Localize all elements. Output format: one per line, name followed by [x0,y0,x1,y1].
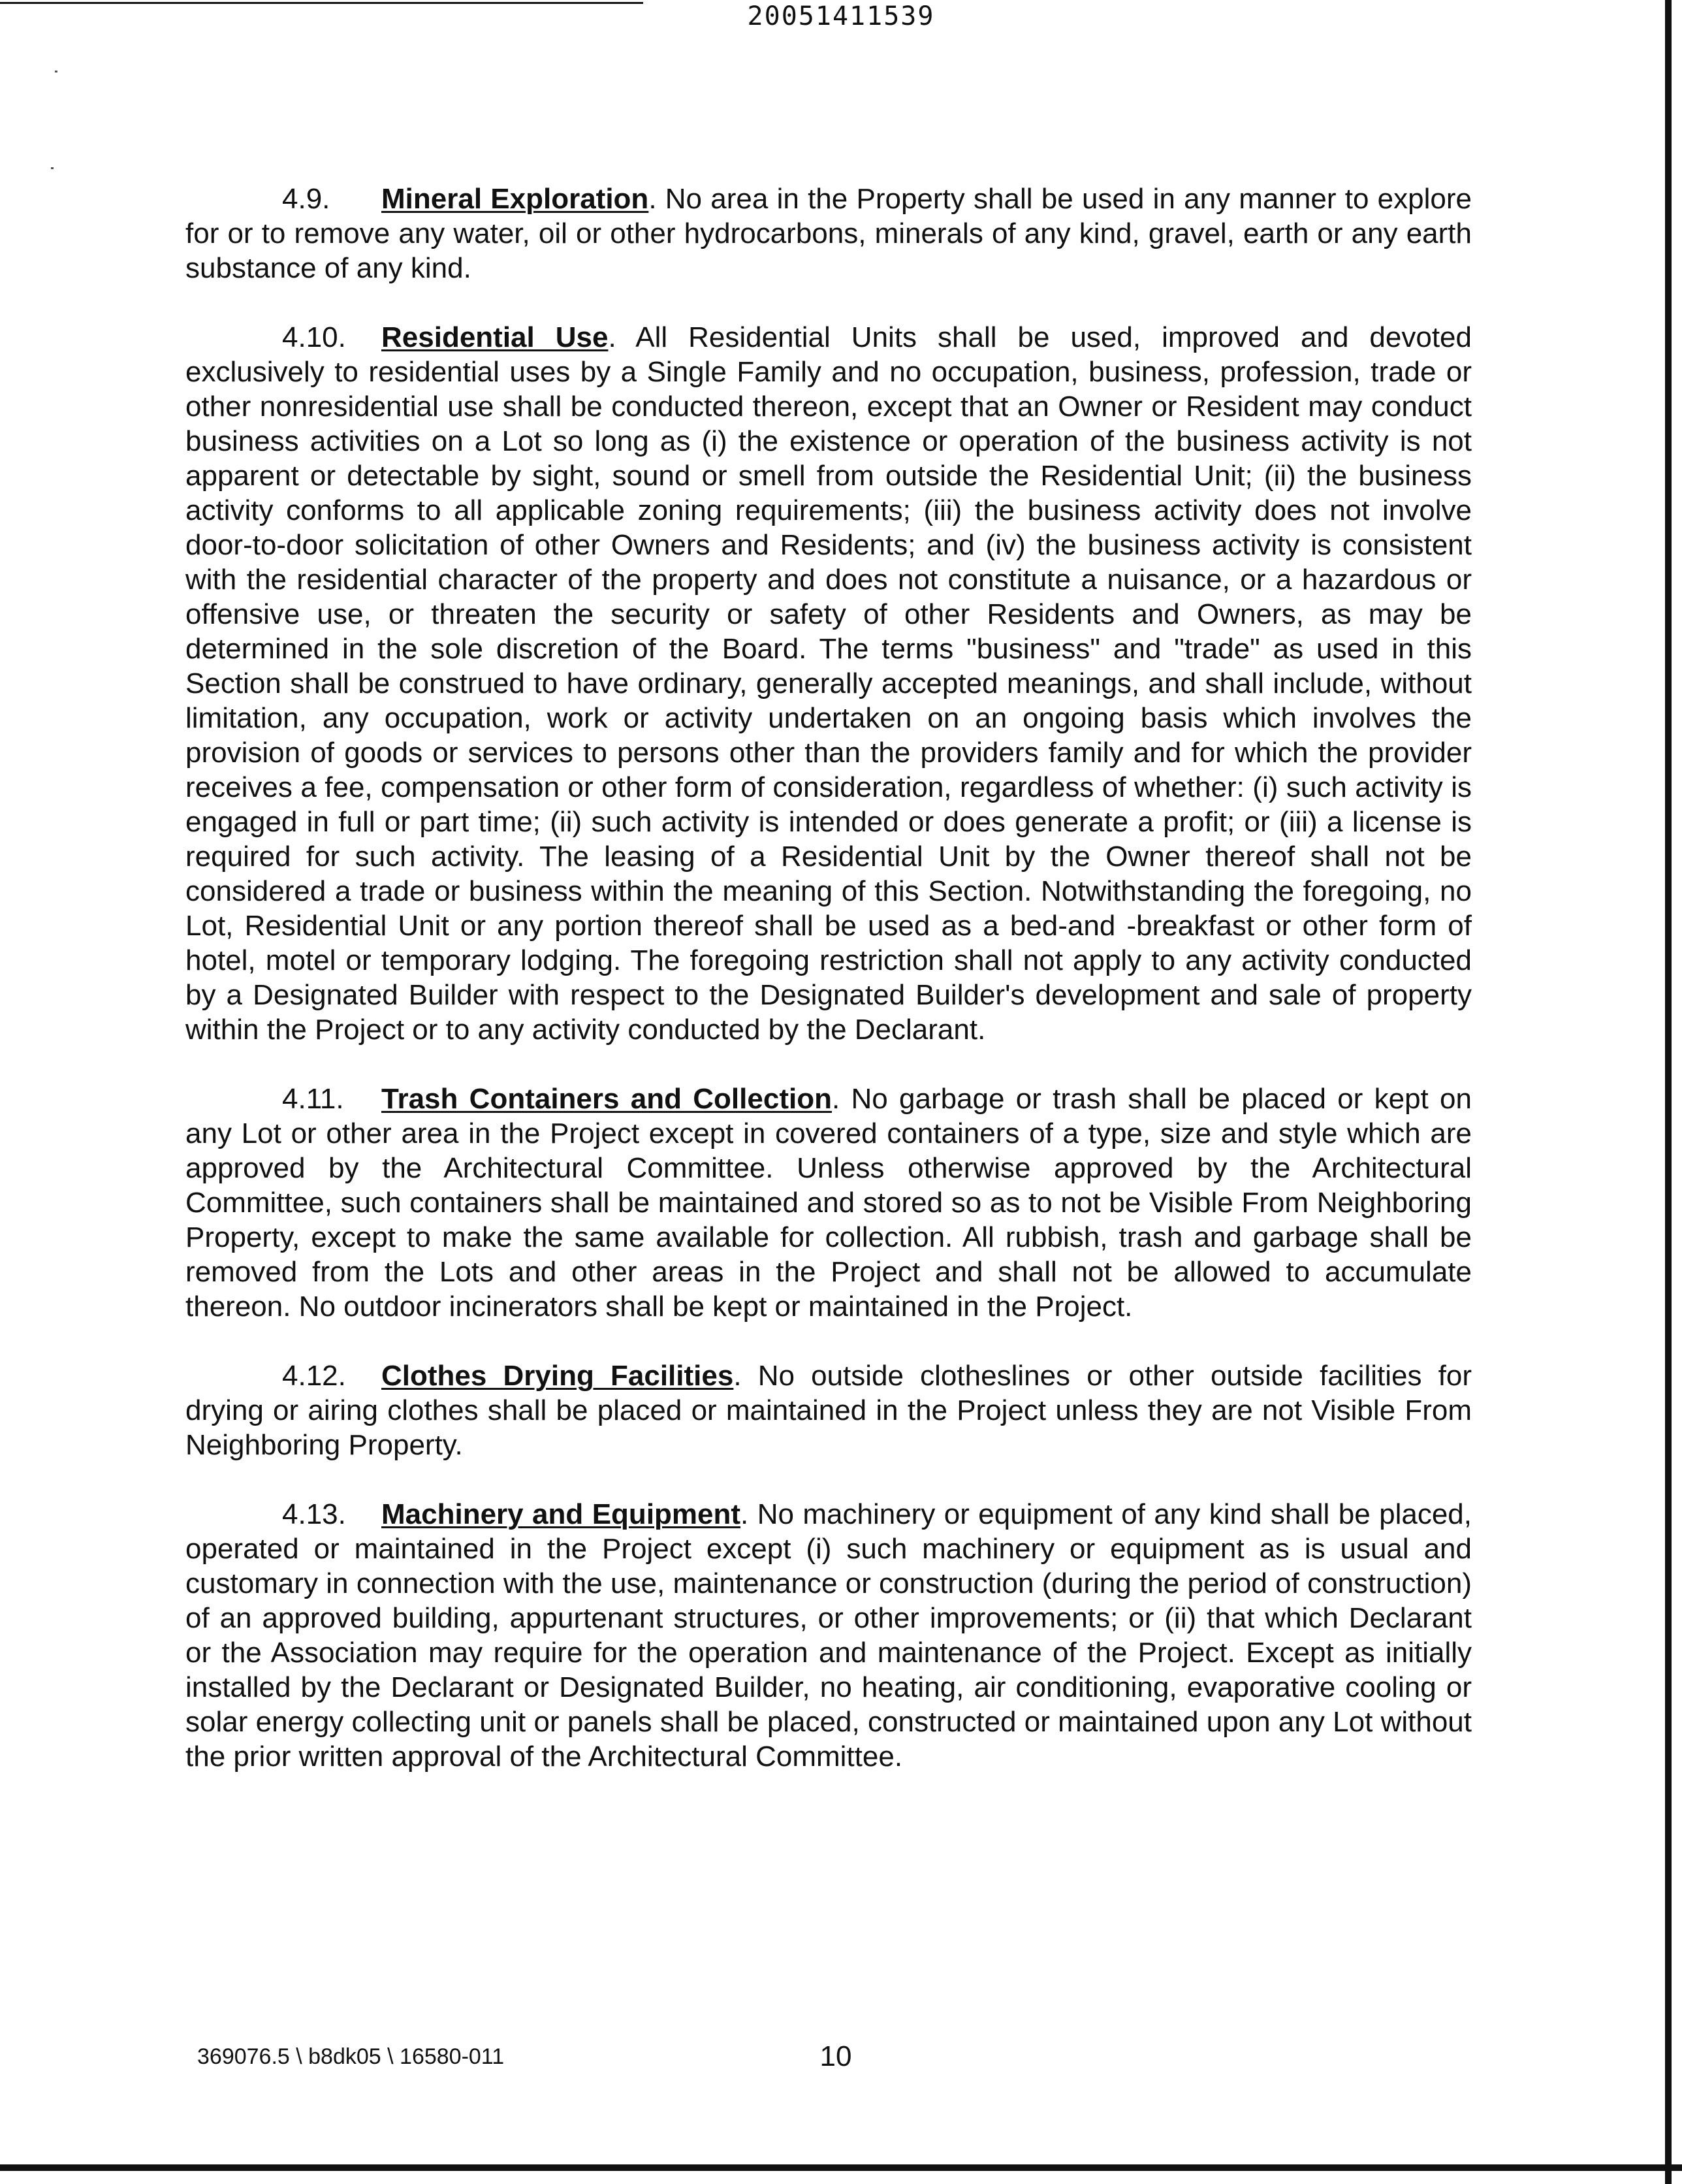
section-number: 4.12. [282,1360,346,1392]
section-title: Machinery and Equipment [381,1498,741,1530]
section-title: Trash Containers and Collection [381,1083,832,1115]
bottom-page-border [0,2164,1682,2171]
section-4-10 [185,320,1472,1047]
section-number: 4.11. [282,1083,344,1115]
section-text: . No machinery or equipment of any kind shall be placed, operated or maintained in the Project except (i) such machinery or equipment as is usual and customary in connection with the use, maintenance or construction (during the period of construction) of an approved building, appurtenant structures, or other improvements; or (ii) that which Declarant or the Association may require for the operation and maintenance of the Project. Except as initially installed by the Declarant or Designated Builder, no heating, air conditioning, evaporative cooling or solar energy collecting unit or panels shall be placed, constructed or maintained upon any Lot without the prior written approval of the Architectural Committee. [185,1498,1472,1773]
footer-document-reference: 369076.5 \ b8dk05 \ 16580-011 [197,2044,505,2069]
section-text: . No area in the Property shall be used in any manner to explore for or to remove any water, oil or other hydrocarbons, minerals of any kind, gravel, earth or any earth substance of any kind. [185,183,1472,284]
section-4-13 [185,1497,1472,1774]
section-number: 4.10. [282,321,346,353]
section-title: Mineral Exploration [381,183,649,215]
section-text: . No outside clotheslines or other outside facilities for drying or airing clothes shall be placed or maintained in the Project unless they are not Visible From Neighboring Property. [185,1360,1472,1461]
section-4-11 [185,1082,1472,1324]
section-title: Residential Use [381,321,609,353]
section-text: . All Residential Units shall be used, improved and devoted exclusively to residential uses by a Single Family and no occupation, business, profession, trade or other nonresidential use shall be conducted thereon, except that an Owner or Resident may conduct business activities on a Lot so long as (i) the existence or operation of the business activity is not apparent or detectable by sight, sound or smell from outside the Residential Unit; (ii) the business activity conforms to all applicable zoning requirements; (iii) the business activity does not involve door-to-door solicitation of other Owners and Residents; and (iv) the business activity is consistent with the residential character of the property and does not constitute a nuisance, or a hazardous or offensive use, or threaten the security or safety of other Residents and Owners, as may be determined in the sole discretion of the Board. The terms "business" and "trade" as used in this Section shall be construed to have ordinary, generally accepted meanings, and shall include, without limitation, any occupation, work or activity undertaken on an ongoing basis which involves the provision of goods or services to persons other than the providers family and for which the provider receives a fee, compensation or other form of consideration, regardless of whether: (i) such activity is engaged in full or part time; (ii) such activity is intended or does generate a profit; or (iii) a license is required for such activity. The leasing of a Residential Unit by the Owner thereof shall not be considered a trade or business within the meaning of this Section. Notwithstanding the foregoing, no Lot, Residential Unit or any portion thereof shall be used as a bed-and -breakfast or other form of hotel, motel or temporary lodging. The foregoing restriction shall not apply to any activity conducted by a Designated Builder with respect to the Designated Builder's development and sale of property within the Project or to any activity conducted by the Declarant. [185,321,1472,1046]
section-4-12 [185,1358,1472,1462]
section-number: 4.9. [282,183,330,215]
scan-speck [55,71,57,72]
section-4-9 [185,182,1472,285]
document-body [185,182,1472,1808]
document-number: 20051411539 [747,1,935,31]
section-text: . No garbage or trash shall be placed or kept on any Lot or other area in the Project except in covered containers of a type, size and style which are approved by the Architectural Committee. Unless otherwise approved by the Architectural Committee, such containers shall be maintained and stored so as to not be Visible From Neighboring Property, except to make the same available for collection. All rubbish, trash and garbage shall be removed from the Lots and other areas in the Project and shall not be allowed to accumulate thereon. No outdoor incinerators shall be kept or maintained in the Project. [185,1083,1472,1323]
section-number: 4.13. [282,1498,346,1530]
page-number: 10 [819,2040,852,2072]
scan-speck [51,167,54,169]
section-title: Clothes Drying Facilities [381,1360,734,1392]
right-page-border [1665,0,1672,2184]
